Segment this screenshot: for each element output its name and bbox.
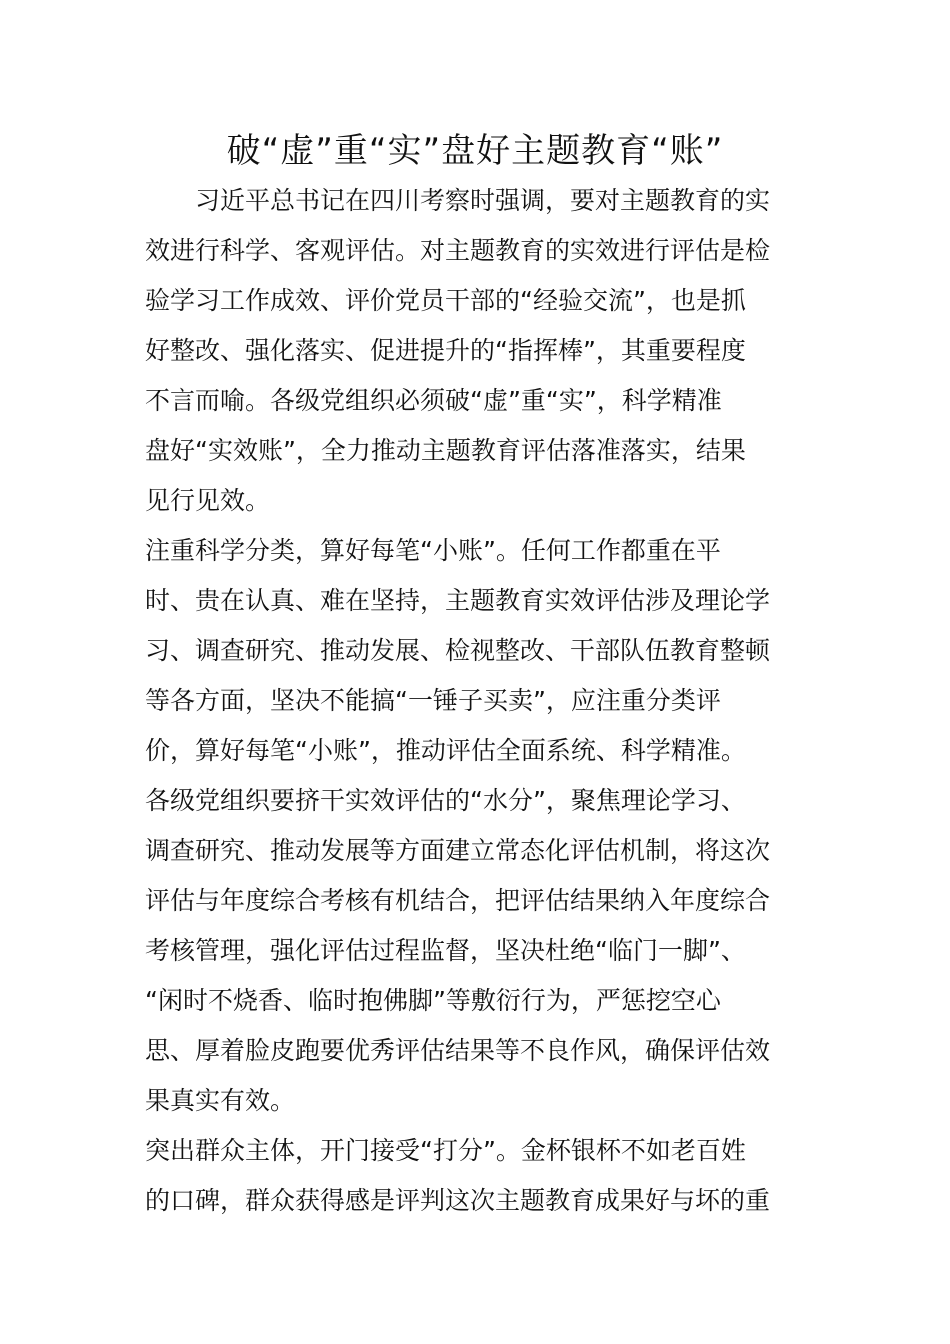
article-body <box>145 176 810 1226</box>
text-line: 等各方面，坚决不能搞“一锤子买卖”，应注重分类评 <box>145 686 721 715</box>
text-line: 突出群众主体，开门接受“打分”。金杯银杯不如老百姓 <box>145 1136 746 1165</box>
text-line: 的口碑，群众获得感是评判这次主题教育成果好与坏的重 <box>145 1186 771 1215</box>
paragraph-masses <box>145 1126 810 1226</box>
text-line: 好整改、强化落实、促进提升的“指挥棒”，其重要程度 <box>145 336 746 365</box>
paragraph-intro <box>145 176 810 526</box>
text-line: 思、厚着脸皮跑要优秀评估结果等不良作风，确保评估效 <box>145 1036 771 1065</box>
text-line: 不言而喻。各级党组织必须破“虚”重“实”，科学精准 <box>145 386 722 415</box>
text-line: 习、调查研究、推动发展、检视整改、干部队伍教育整顿 <box>145 636 771 665</box>
paragraph-classification <box>145 526 810 1126</box>
text-line: 评估与年度综合考核有机结合，把评估结果纳入年度综合 <box>145 886 771 915</box>
article-title: 破“虚”重“实”盘好主题教育“账” <box>226 131 724 171</box>
text-line: 各级党组织要挤干实效评估的“水分”，聚焦理论学习、 <box>145 786 746 815</box>
text-line: 习近平总书记在四川考察时强调，要对主题教育的实 <box>145 186 771 215</box>
text-line: 时、贵在认真、难在坚持，主题教育实效评估涉及理论学 <box>145 586 771 615</box>
text-line: 验学习工作成效、评价党员干部的“经验交流”，也是抓 <box>145 286 746 315</box>
text-line: 见行见效。 <box>145 486 271 515</box>
text-line: 盘好“实效账”，全力推动主题教育评估落准落实，结果 <box>145 436 746 465</box>
text-line: 调查研究、推动发展等方面建立常态化评估机制，将这次 <box>145 836 771 865</box>
text-line: 果真实有效。 <box>145 1086 296 1115</box>
text-line: “闲时不烧香、临时抱佛脚”等敷衍行为，严惩挖空心 <box>145 986 721 1015</box>
text-line: 考核管理，强化评估过程监督，坚决杜绝“临门一脚”、 <box>145 936 746 965</box>
text-line: 注重科学分类，算好每笔“小账”。任何工作都重在平 <box>145 536 721 565</box>
text-line: 价，算好每笔“小账”，推动评估全面系统、科学精准。 <box>145 736 746 765</box>
text-line: 效进行科学、客观评估。对主题教育的实效进行评估是检 <box>145 236 771 265</box>
